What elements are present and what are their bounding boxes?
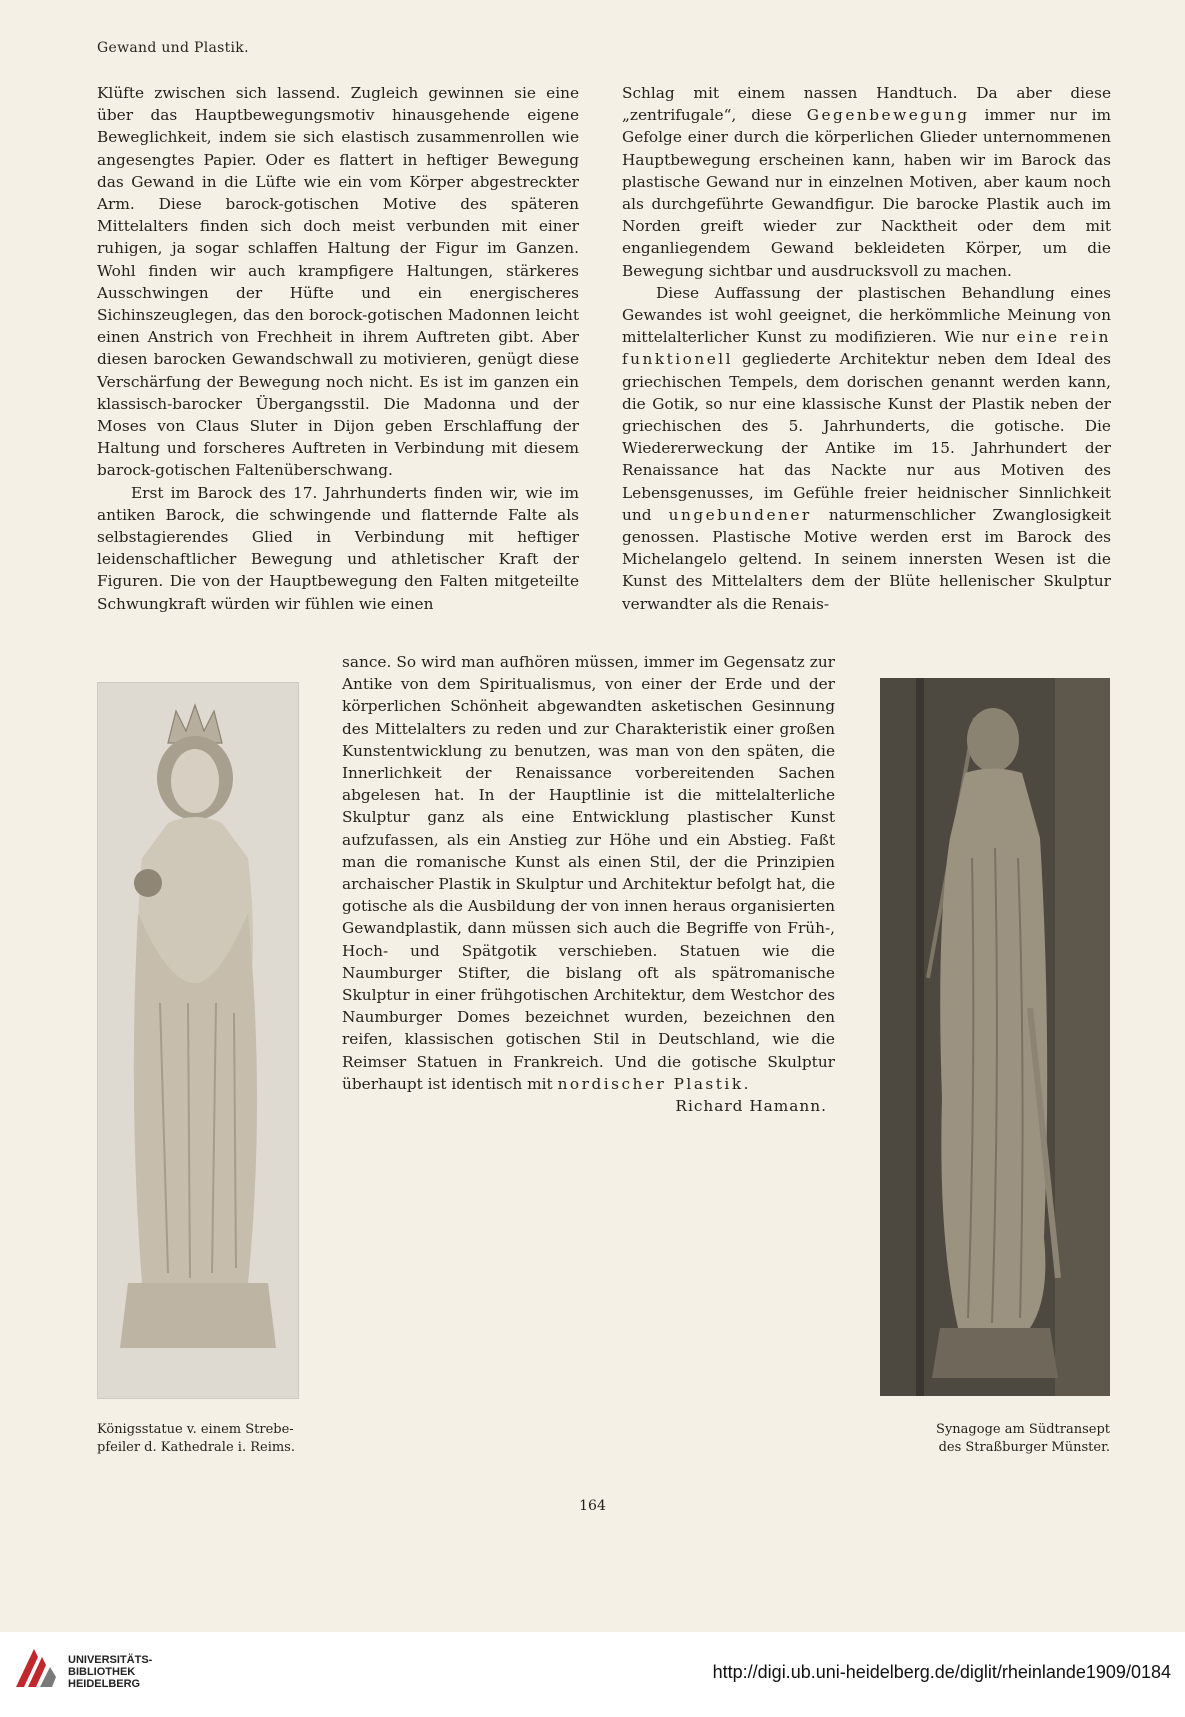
stone-wall xyxy=(1055,678,1110,1396)
spaced-emphasis: eine rein funktionell xyxy=(622,328,1111,369)
caption-synagogue xyxy=(890,1421,1110,1457)
right-paragraph-1 xyxy=(622,82,1111,282)
text-run: immer nur im Gefolge einer durch die körperlichen Glieder unternommenen Hauptbewegung erscheinen kann, haben wir im Barock das plastische Gewand nur in einzelnen Motiven, aber kaum noch als durchgeführte Gewandfigur. Die barocke Plastik auch im Norden greift wieder zur Nacktheit oder dem mit enganliegendem Gewand bekleideten Körper, um die Bewegung sichtbar und ausdrucksvoll zu machen. xyxy=(622,106,1111,280)
middle-column xyxy=(342,651,835,1117)
text-run: sance. So wird man aufhören müssen, immer im Gegensatz zur Antike von dem Spiritualismus, von einer der Erde und der körperlichen Schönheit abgewandten asketischen Gesinnung des Mittelalters zu reden und zur Charakteristik einer großen Kunstentwicklung zu benutzen, was man von den späten, die Innerlichkeit der Renaissance vorbereitenden Sachen abgelesen hat. In der Hauptlinie ist die mittelalterliche Skulptur ganz als eine Entwicklung plastischer Kunst aufzufassen, als ein Anstieg zur Höhe und ein Abstieg. Faßt man die romanische Kunst als einen Stil, der die Prinzipien archaischer Plastik in Skulptur und Architektur befolgt hat, die gotische als die Ausbildung der von innen heraus organisierten Gewandplastik, dann müssen sich auch die Begriffe von Früh-, Hoch- und Spätgotik verschieben. Statuen wie die Naumburger Stifter, die bislang oft als spätromanische Skulptur in einer frühgotischen Architektur, dem Westchor des Naumburger Domes bezeichnet wurden, bezeichnen den reifen, klassischen gotischen Stil in Deutschland, wie die Reimser Statuen in Frankreich. Und die gotische Skulptur überhaupt ist identisch mit xyxy=(342,653,835,1093)
text-run: Schlag mit einem nassen Handtuch. Da aber diese „zentrifugale“, diese xyxy=(622,84,1111,125)
caption-line: Königsstatue v. einem Strebe- xyxy=(97,1422,294,1437)
caption-line: des Straßburger Münster. xyxy=(938,1440,1110,1455)
university-library-logo-icon xyxy=(12,1643,62,1691)
statue-plinth xyxy=(120,1283,276,1348)
veiled-head xyxy=(967,708,1019,772)
page-number: 164 xyxy=(579,1498,606,1514)
text-run: gegliederte Architektur neben dem Ideal des griechischen Tempels, dem dorischen genannt werden kann, die Gotik, so nur eine klassische Kunst der Plastik neben der griechischen des 5. Jahrhunderts, die gotische. Die Wiedererweckung der Antike im 15. Jahrhundert der Renaissance hat das Nackte nur aus Motiven des Lebensgenusses, im Gefühle freier heidnischer Sinnlichkeit und xyxy=(622,350,1111,524)
statue-plinth xyxy=(932,1328,1058,1378)
library-name xyxy=(68,1654,152,1690)
library-name-line: BIBLIOTHEK xyxy=(68,1666,136,1678)
spaced-emphasis: Gegenbewegung xyxy=(806,106,970,125)
synagogue-statue-illustration xyxy=(880,678,1110,1396)
caption-line: Synagoge am Südtransept xyxy=(936,1422,1110,1437)
right-column xyxy=(622,82,1111,615)
king-statue-illustration xyxy=(98,683,298,1398)
king-statue-photo xyxy=(97,682,299,1399)
digitization-footer xyxy=(0,1632,1185,1717)
face-shape xyxy=(171,749,219,813)
left-paragraph-1: Klüfte zwischen sich lassend. Zugleich gewinnen sie eine über das Hauptbewegungsmotiv hinausgehende eigene Beweglichkeit, indem sie sich elastisch zusammenrollen wie angesengtes Papier. Oder es flattert in heftiger Bewegung das Gewand in die Lüfte wie ein vom Körper abgestreckter Arm. Diese barock-gotischen Motive des späteren Mittelalters finden sich doch meist verbunden mit einer ruhigen, ja sogar schlaffen Haltung der Figur im Ganzen. Wohl finden wir auch krampfigere Haltungen, stärkeres Ausschwingen der Hüfte und ein energischeres Sichinszeuglegen, das den borock-gotischen Madonnen leicht einen Anstrich von Frechheit in ihrem Auftreten gibt. Aber diesen barocken Gewandschwall zu motivieren, genügt diese Verschärfung der Bewegung noch nicht. Es ist im ganzen ein klassisch-barocker Übergangsstil. Die Madonna und der Moses von Claus Sluter in Dijon geben Erschlaffung der Haltung und forscheres Auftreten in Verbindung mit diesem barock-gotischen Faltenüberschwang. xyxy=(97,84,579,480)
caption-king-statue xyxy=(97,1421,317,1457)
spaced-emphasis: nordischer Plastik. xyxy=(557,1074,751,1093)
running-head: Gewand und Plastik. xyxy=(97,40,249,56)
library-name-line: UNIVERSITÄTS- xyxy=(68,1654,153,1666)
text-run: Diese Auffassung der plastischen Behandlung eines Gewandes ist wohl geeignet, die herkömmliche Meinung von mittelalterlicher Kunst zu modifizieren. Wie nur xyxy=(622,283,1111,347)
text-run: naturmenschlicher Zwanglosigkeit genossen. Plastische Motive werden erst im Barock des Michelangelo geltend. In seinem innersten Wesen ist die Kunst des Mittelalters dem der Blüte hellenischer Skulptur verwandter als die Renais- xyxy=(622,505,1111,613)
orb-shape xyxy=(134,869,162,897)
source-url-link[interactable]: http://digi.ub.uni-heidelberg.de/diglit/rheinlande1909/0184 xyxy=(712,1662,1171,1682)
left-column xyxy=(97,82,579,615)
caption-line: pfeiler d. Kathedrale i. Reims. xyxy=(97,1440,295,1455)
left-paragraph-2: Erst im Barock des 17. Jahrhunderts finden wir, wie im antiken Barock, die schwingende und flatternde Falte als selbstagierendes Glied in Verbindung mit heftiger leidenschaftlicher Bewegung und athletischer Kraft der Figuren. Die von der Hauptbewegung den Falten mitgeteilte Schwungkraft würden wir fühlen wie einen xyxy=(97,483,579,613)
right-paragraph-2 xyxy=(622,282,1111,615)
synagogue-statue-photo xyxy=(880,678,1110,1396)
author-signature: Richard Hamann. xyxy=(675,1097,827,1116)
library-name-line: HEIDELBERG xyxy=(68,1678,141,1690)
spaced-emphasis: ungebundener xyxy=(668,505,812,524)
middle-paragraph xyxy=(342,651,835,1095)
